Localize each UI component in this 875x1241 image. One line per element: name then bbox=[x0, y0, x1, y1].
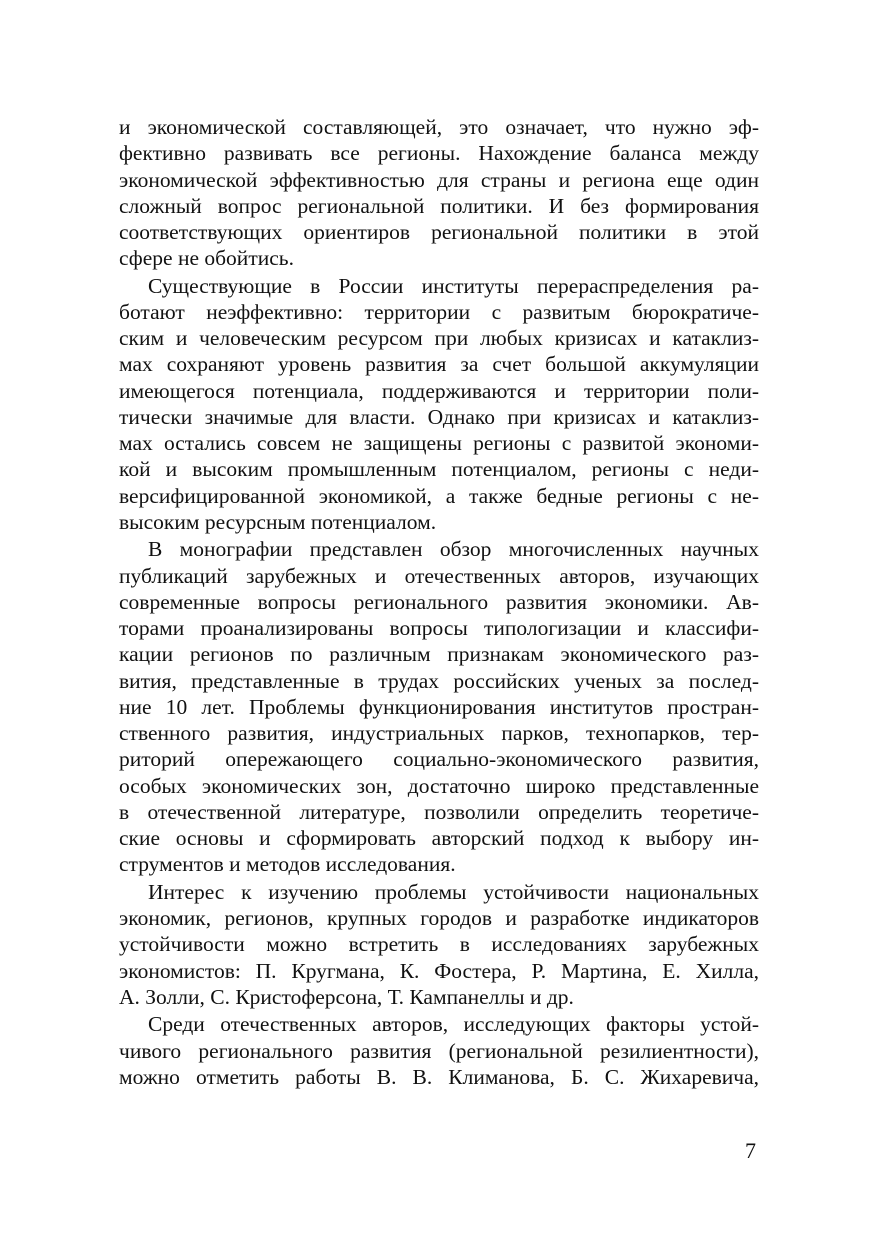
text-line: ственного развития, индустриальных парков, технопарков, тер- bbox=[119, 721, 759, 746]
text-line: экономик, регионов, крупных городов и разработке индикаторов bbox=[119, 906, 759, 931]
text-line: можно отметить работы В. В. Климанова, Б. С. Жихаревича, bbox=[119, 1064, 759, 1089]
text-line: ским и человеческим ресурсом при любых кризисах и катаклиз- bbox=[119, 326, 759, 351]
text-line: чивого регионального развития (региональной резилиентности), bbox=[119, 1038, 759, 1063]
text-line: торами проанализированы вопросы типологизации и классифи- bbox=[119, 616, 759, 641]
text-line: имеющегося потенциала, поддерживаются и территории поли- bbox=[119, 378, 759, 403]
page-number: 7 bbox=[745, 1138, 756, 1163]
text-line: ние 10 лет. Проблемы функционирования институтов простран- bbox=[119, 694, 759, 719]
paragraph bbox=[119, 114, 759, 272]
paragraph bbox=[119, 879, 759, 1010]
text-line: сфере не обойтись. bbox=[119, 246, 294, 271]
text-line: соответствующих ориентиров региональной политики в этой bbox=[119, 220, 759, 244]
text-line: версифицированной экономикой, а также бедные регионы с не- bbox=[119, 483, 759, 508]
text-line: высоким ресурсным потенциалом. bbox=[119, 509, 437, 534]
text-line: кации регионов по различным признакам экономического раз- bbox=[119, 642, 759, 667]
text-line: ботают неэффективно: территории с развитым бюрократиче- bbox=[119, 299, 759, 324]
text-line: мах остались совсем не защищены регионы с развитой экономи- bbox=[119, 431, 759, 456]
text-line: экономистов: П. Кругмана, К. Фостера, Р. Мартина, Е. Хилла, bbox=[119, 958, 759, 983]
text-line: риторий опережающего социально-экономического развития, bbox=[119, 747, 759, 772]
text-line: современные вопросы регионального развития экономики. Ав- bbox=[119, 589, 759, 614]
text-line: кой и высоким промышленным потенциалом, регионы с неди- bbox=[119, 457, 759, 482]
text-line: тически значимые для власти. Однако при кризисах и катаклиз- bbox=[119, 404, 759, 429]
text-line: А. Золли, С. Кристоферсона, Т. Кампанеллы и др. bbox=[119, 984, 574, 1009]
text-line: Существующие в России институты перераспределения ра- bbox=[148, 273, 759, 298]
text-line: устойчивости можно встретить в исследованиях зарубежных bbox=[119, 932, 759, 957]
text-line: особых экономических зон, достаточно широко представленные bbox=[119, 773, 759, 798]
text-line: сложный вопрос региональной политики. И без формирования bbox=[119, 193, 759, 218]
text-line: Среди отечественных авторов, исследующих факторы устой- bbox=[148, 1012, 759, 1037]
text-line: Интерес к изучению проблемы устойчивости национальных bbox=[148, 879, 759, 904]
paragraph bbox=[119, 273, 759, 536]
text-line: экономической эффективностью для страны и региона еще один bbox=[119, 167, 759, 192]
page-body-text bbox=[119, 114, 759, 1090]
text-line: вития, представленные в трудах российских ученых за послед- bbox=[119, 668, 759, 693]
text-line: В монографии представлен обзор многочисленных научных bbox=[148, 537, 759, 562]
text-line: фективно развивать все регионы. Нахождение баланса между bbox=[119, 141, 759, 166]
paragraph bbox=[119, 536, 759, 877]
paragraph bbox=[119, 1011, 759, 1090]
text-line: публикаций зарубежных и отечественных авторов, изучающих bbox=[119, 563, 759, 588]
text-line: в отечественной литературе, позволили определить теоретиче- bbox=[119, 799, 759, 824]
text-line: ские основы и сформировать авторский подход к выбору ин- bbox=[119, 826, 759, 851]
text-line: мах сохраняют уровень развития за счет большой аккумуляции bbox=[119, 352, 759, 377]
text-line: и экономической составляющей, это означает, что нужно эф- bbox=[119, 115, 759, 139]
text-line: струментов и методов исследования. bbox=[119, 852, 456, 877]
